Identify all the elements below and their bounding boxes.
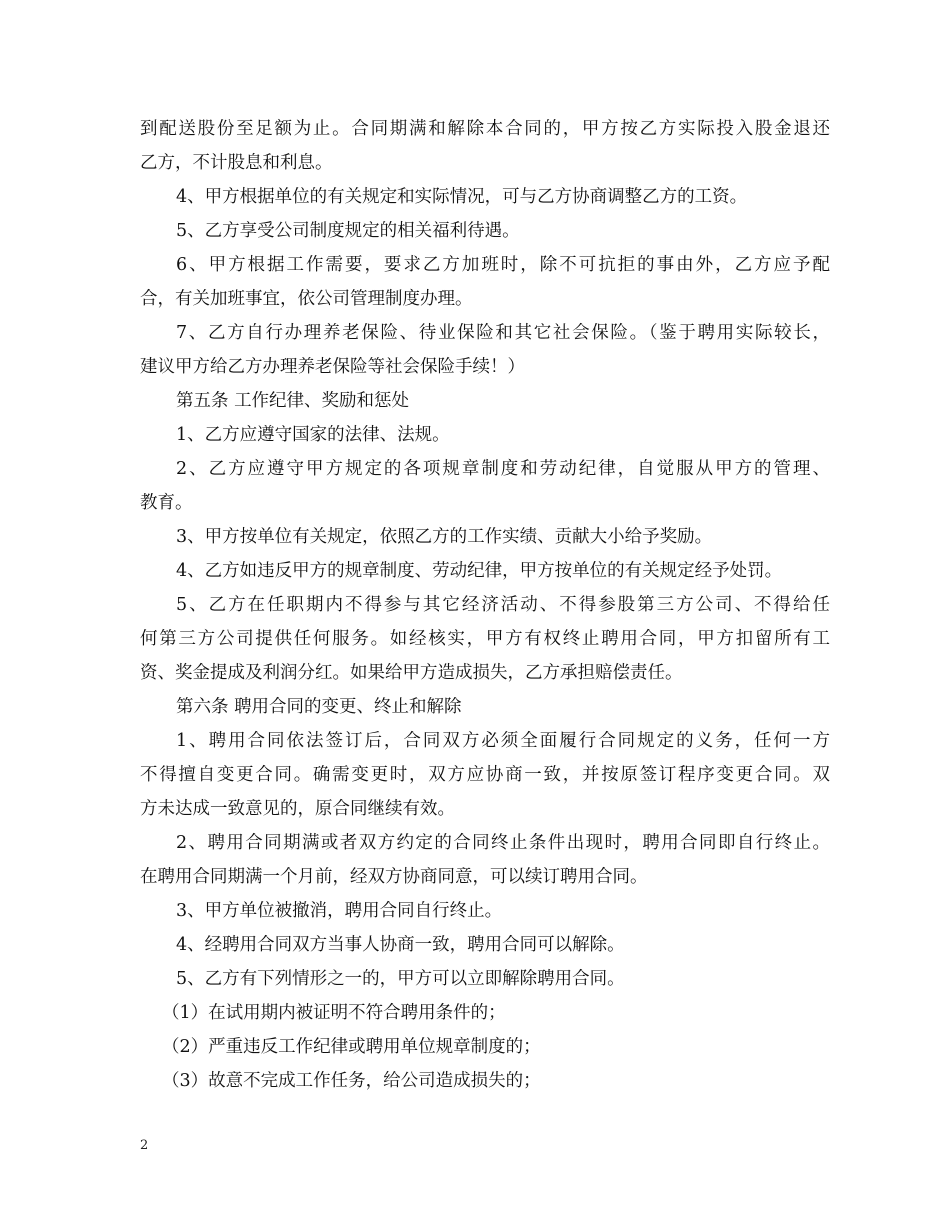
text-line: 乙方，不计股息和利息。 <box>140 153 333 173</box>
text-line: 1、聘用合同依法签订后，合同双方必须全面履行合同规定的义务，任何一方 <box>176 731 830 751</box>
text-line: 2、乙方应遵守甲方规定的各项规章制度和劳动纪律，自觉服从甲方的管理、 <box>176 459 830 479</box>
text-line: 方未达成一致意见的，原合同继续有效。 <box>140 799 455 819</box>
text-line: 4、经聘用合同双方当事人协商一致，聘用合同可以解除。 <box>176 935 625 955</box>
text-line: 7、乙方自行办理养老保险、待业保险和其它社会保险。（鉴于聘用实际较长， <box>176 323 830 343</box>
document-body <box>140 112 830 1098</box>
text-line: 4、甲方根据单位的有关规定和实际情况，可与乙方协商调整乙方的工资。 <box>176 187 748 207</box>
text-line: 合，有关加班事宜，依公司管理制度办理。 <box>140 289 473 309</box>
text-line: 资、奖金提成及利润分红。如果给甲方造成损失，乙方承担赔偿责任。 <box>140 663 683 683</box>
list-item: （2）严重违反工作纪律或聘用单位规章制度的； <box>162 1037 541 1057</box>
text-line: 6、甲方根据工作需要，要求乙方加班时，除不可抗拒的事由外，乙方应予配 <box>176 255 830 275</box>
text-line: 4、乙方如违反甲方的规章制度、劳动纪律，甲方按单位的有关规定经予处罚。 <box>176 561 783 581</box>
text-line: 1、乙方应遵守国家的法律、法规。 <box>176 425 450 445</box>
text-line: 5、乙方享受公司制度规定的相关福利待遇。 <box>176 221 520 241</box>
text-line: 教育。 <box>140 493 193 513</box>
text-line: 5、乙方在任职期内不得参与其它经济活动、不得参股第三方公司、不得给任 <box>176 595 830 615</box>
section-heading: 第五条 工作纪律、奖励和惩处 <box>176 391 410 411</box>
text-line: 在聘用合同期满一个月前，经双方协商同意，可以续订聘用合同。 <box>140 867 648 887</box>
section-heading: 第六条 聘用合同的变更、终止和解除 <box>176 697 462 717</box>
text-line: 不得擅自变更合同。确需变更时，双方应协商一致，并按原签订程序变更合同。双 <box>140 765 830 785</box>
text-line: 2、聘用合同期满或者双方约定的合同终止条件出现时，聘用合同即自行终止。 <box>176 833 830 853</box>
text-line: 5、乙方有下列情形之一的，甲方可以立即解除聘用合同。 <box>176 969 625 989</box>
page-number: 2 <box>140 1138 149 1153</box>
text-line: 3、甲方按单位有关规定，依照乙方的工作实绩、贡献大小给予奖励。 <box>176 527 713 547</box>
text-line: 何第三方公司提供任何服务。如经核实，甲方有权终止聘用合同，甲方扣留所有工 <box>140 629 830 649</box>
text-line: 3、甲方单位被撤消，聘用合同自行终止。 <box>176 901 503 921</box>
list-item: （3）故意不完成工作任务，给公司造成损失的； <box>162 1071 541 1091</box>
text-line: 建议甲方给乙方办理养老保险等社会保险手续！） <box>140 357 525 377</box>
list-item: （1）在试用期内被证明不符合聘用条件的； <box>162 1003 506 1023</box>
text-line: 到配送股份至足额为止。合同期满和解除本合同的，甲方按乙方实际投入股金退还 <box>140 119 830 139</box>
